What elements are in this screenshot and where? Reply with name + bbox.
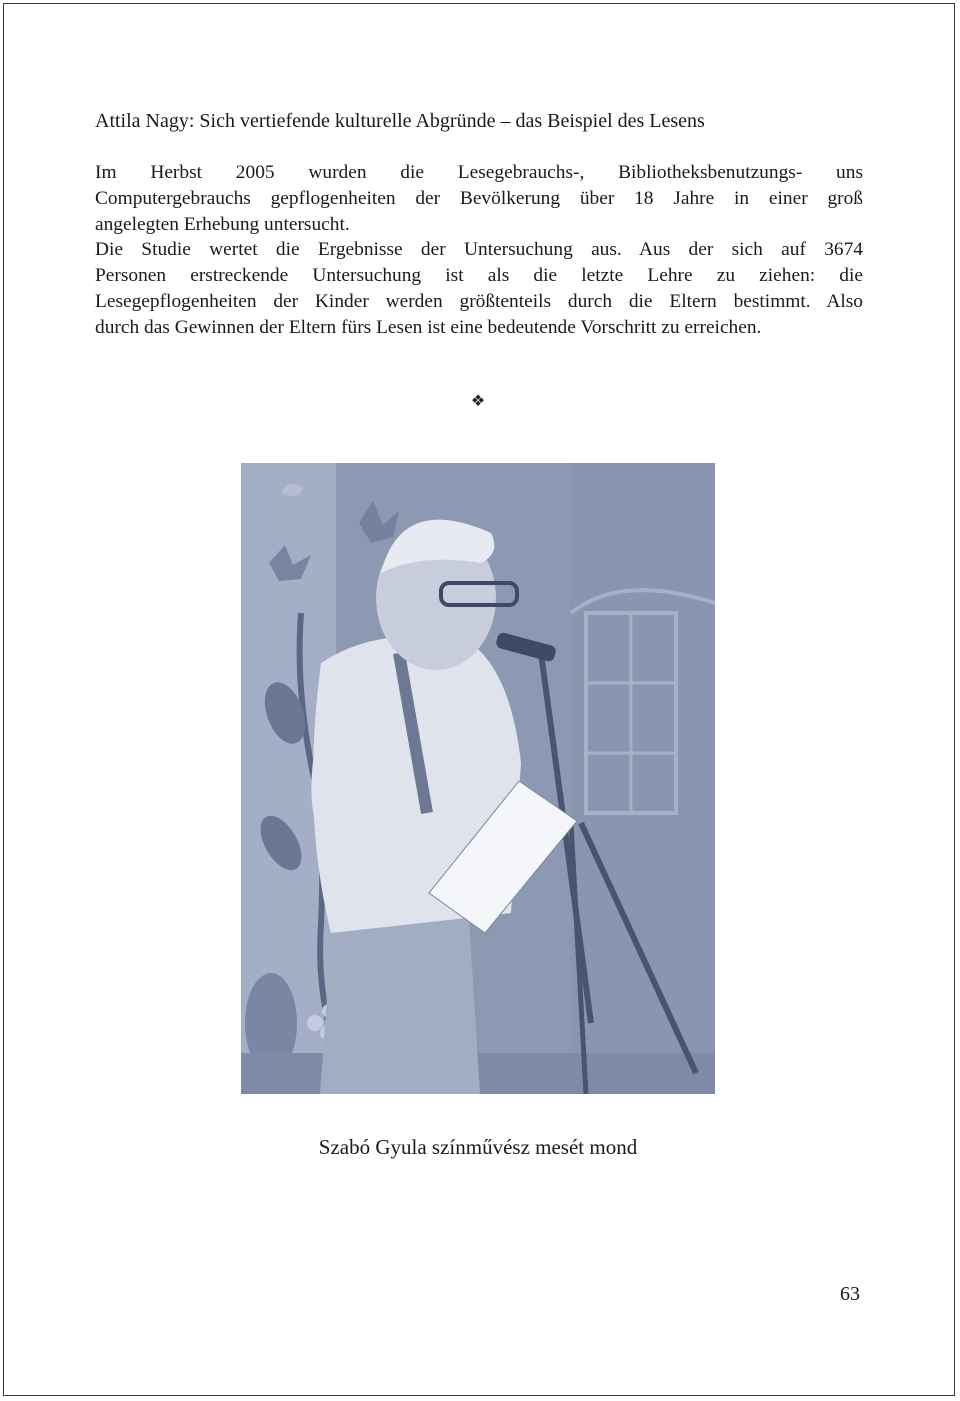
paragraph-line: Im Herbst 2005 wurden die Lesegebrauchs-, Bibliotheksbenutzungs- uns (95, 162, 863, 183)
body-paragraph (95, 160, 863, 341)
ornament-icon: ❖ (470, 393, 486, 410)
page-number: 63 (840, 1283, 860, 1305)
speaker-photo (241, 463, 715, 1094)
paragraph-line: Lesegepflogenheiten der Kinder werden größtenteils durch die Eltern bestimmt. Also (95, 290, 863, 312)
paragraph-line: durch das Gewinnen der Eltern fürs Lesen ist eine bedeutende Vorschritt zu erreichen. (95, 316, 762, 338)
paragraph-line: angelegten Erhebung untersucht. (95, 213, 350, 235)
paragraph-line: Computergebrauchs gepflogenheiten der Bevölkerung über 18 Jahre in einer groß (95, 187, 863, 209)
page-title: Attila Nagy: Sich vertiefende kulturelle Abgründe – das Beispiel des Lesens (95, 110, 705, 132)
paragraph-line: Personen erstreckende Untersuchung ist als die letzte Lehre zu ziehen: die (95, 265, 863, 287)
paragraph-line: Die Studie wertet die Ergebnisse der Untersuchung aus. Aus der sich auf 3674 (95, 239, 863, 261)
speaker-photo-image (241, 463, 715, 1094)
photo-caption: Szabó Gyula színművész mesét mond (318, 1135, 638, 1159)
